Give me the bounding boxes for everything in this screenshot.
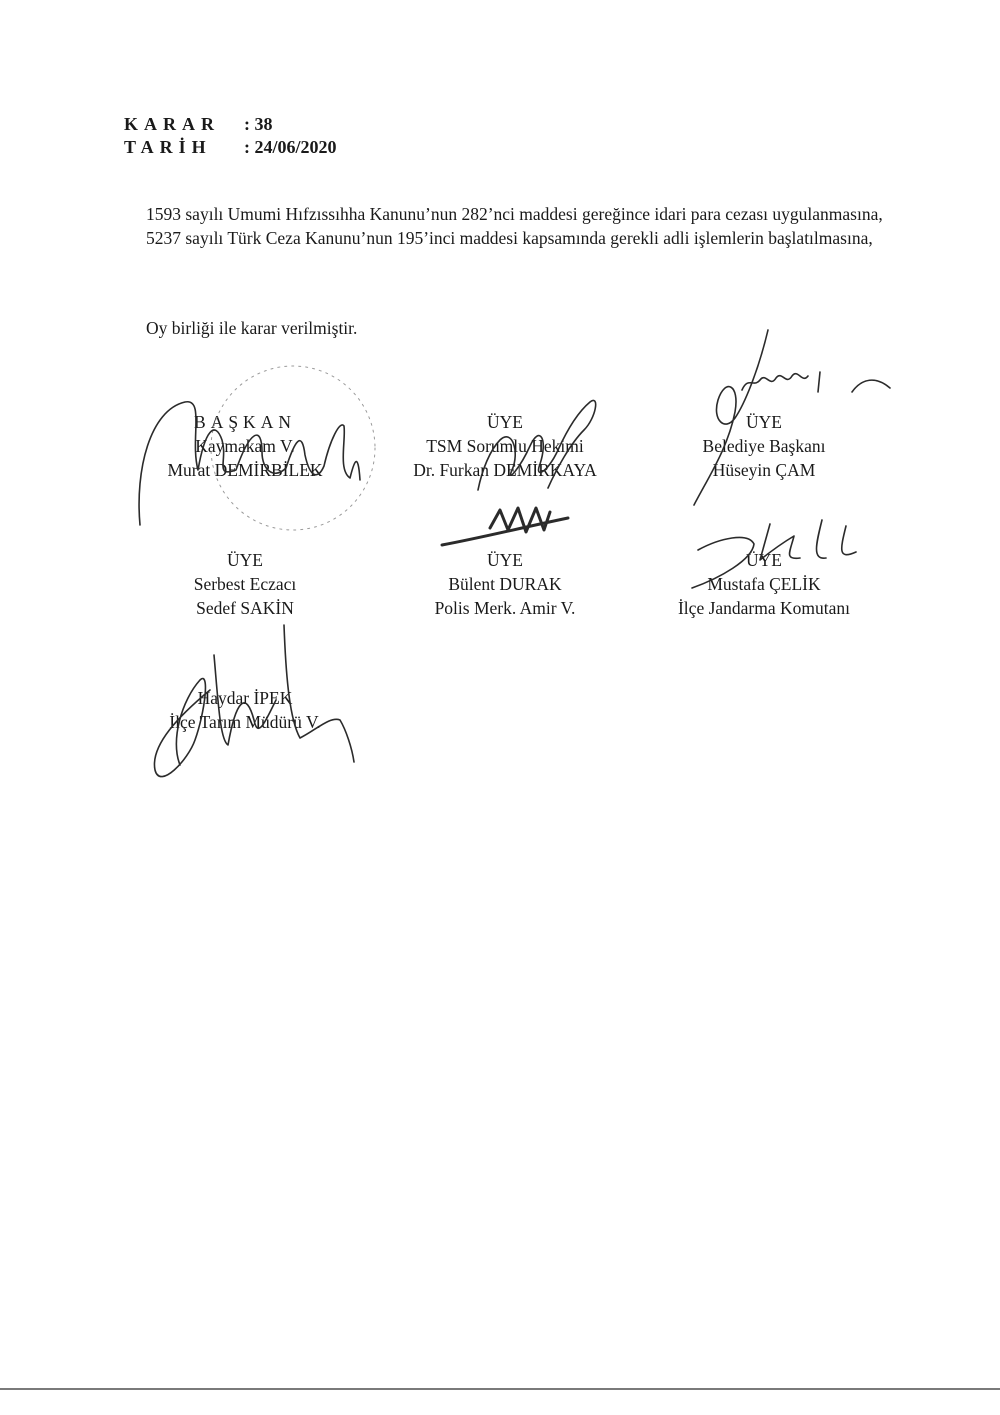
decision-body [110, 202, 891, 250]
signatory-role: ÜYE [746, 412, 782, 432]
vote-statement: Oy birliği ile karar verilmiştir. [146, 318, 358, 338]
paragraph-fine: 1593 sayılı Umumi Hıfzıssıhha Kanunu’nun 282’nci maddesi gereğince idari para cezası uygulanmasına, [146, 204, 883, 224]
signature-block-agriculture [115, 686, 375, 734]
signatory-title: Mustafa ÇELİK [707, 574, 821, 594]
date-label: TARİH [124, 137, 212, 157]
decision-number: : 38 [244, 114, 273, 134]
signatory-title: Kaymakam V. [195, 436, 295, 456]
decision-number-row [124, 114, 273, 135]
decision-date-row [124, 137, 337, 158]
signature-block-mayor [634, 410, 894, 482]
signatory-name: Sedef SAKİN [196, 598, 294, 618]
signatory-role: ÜYE [227, 550, 263, 570]
signature-block-health-doctor [375, 410, 635, 482]
paragraph-prosecution: 5237 sayılı Türk Ceza Kanunu’nun 195’inci maddesi kapsamında gerekli adli işlemlerin başlatılmasına, [146, 228, 873, 248]
signatory-name: İlçe Tarım Müdürü V. [169, 712, 321, 732]
signatory-title: Bülent DURAK [448, 574, 562, 594]
signatory-title: Serbest Eczacı [193, 574, 297, 594]
police-signature [442, 508, 568, 545]
signatory-title: TSM Sorumlu Hekimi [426, 436, 584, 456]
signatory-role: ÜYE [746, 550, 782, 570]
signatory-name: Murat DEMİRBİLEK [167, 460, 323, 480]
decision-date: : 24/06/2020 [244, 137, 337, 157]
signatory-role: BAŞKAN [194, 412, 296, 432]
signature-block-pharmacist [115, 548, 375, 620]
mayor-signature-tail [742, 372, 890, 392]
signature-block-chair [115, 410, 375, 482]
signatory-title: Haydar İPEK [197, 688, 293, 708]
signature-block-police [375, 548, 635, 620]
signatory-name: İlçe Jandarma Komutanı [677, 598, 851, 618]
signatory-name: Dr. Furkan DEMİRKAYA [413, 460, 597, 480]
signatory-name: Polis Merk. Amir V. [434, 598, 576, 618]
decision-label: KARAR [124, 114, 220, 134]
signatory-name: Hüseyin ÇAM [712, 460, 816, 480]
signatory-title: Belediye Başkanı [702, 436, 826, 456]
signature-block-gendarmerie [634, 548, 894, 620]
bottom-rule [0, 1388, 1000, 1390]
signatory-role: ÜYE [487, 412, 523, 432]
signatory-role: ÜYE [487, 550, 523, 570]
